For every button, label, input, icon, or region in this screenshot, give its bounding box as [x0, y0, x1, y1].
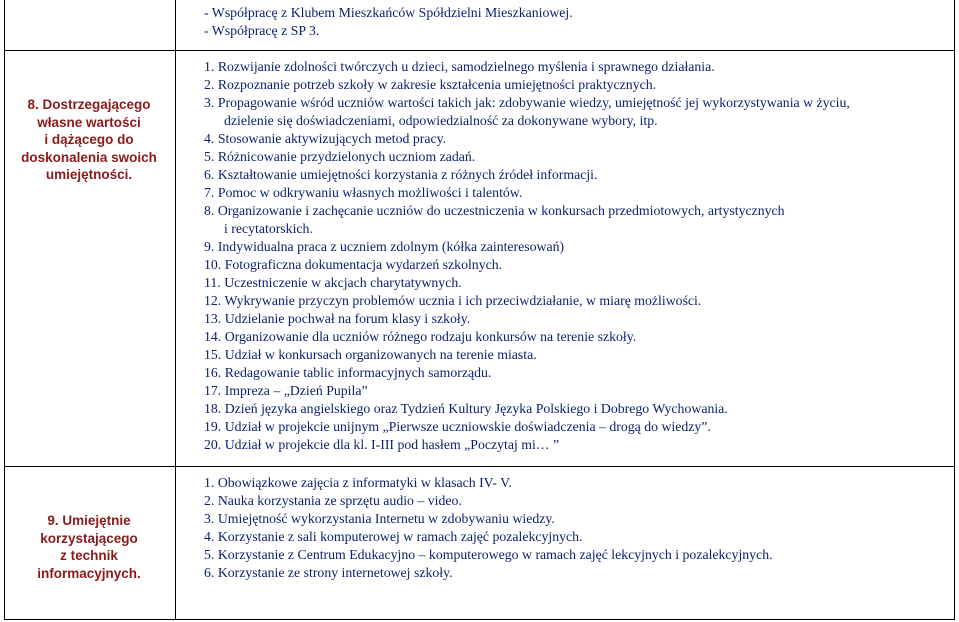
item-text: Organizowanie i zachęcanie uczniów do uczestniczenia w konkursach przedmiotowych, artystycznych	[217, 203, 785, 218]
list-item	[204, 202, 954, 220]
list-item	[204, 418, 954, 436]
item-number: 2.	[204, 493, 215, 508]
list-item	[204, 492, 954, 510]
heading-line: umiejętności.	[45, 167, 133, 182]
item-text: Uczestniczenie w akcjach charytatywnych.	[224, 275, 462, 290]
top-cell	[204, 4, 954, 40]
list-item	[204, 546, 954, 564]
list-item: - Współpracę z SP 3.	[204, 23, 320, 38]
item-number: 6.	[204, 167, 215, 182]
table-column-divider	[175, 0, 176, 620]
item-text: Korzystanie ze strony internetowej szkoły.	[217, 565, 453, 580]
item-text: Umiejętność wykorzystania Internetu w zdobywaniu wiedzy.	[217, 511, 555, 526]
item-text: Udział w projekcie dla kl. I-III pod hasłem „Poczytaj mi… ”	[224, 437, 560, 452]
item-number: 8.	[204, 203, 215, 218]
item-text: Udział w konkursach organizowanych na terenie miasta.	[224, 347, 537, 362]
item-number: 3.	[204, 511, 215, 526]
item-number: 15.	[204, 347, 222, 362]
item-number: 18.	[204, 401, 222, 416]
item-text: Stosowanie aktywizujących metod pracy.	[217, 131, 447, 146]
heading-line: własne wartości	[37, 114, 141, 130]
item-number: 1.	[204, 59, 215, 74]
heading-line: 8. Dostrzegającego	[27, 97, 151, 112]
list-item	[204, 184, 954, 202]
item-text: Dzień języka angielskiego oraz Tydzień Kultury Języka Polskiego i Dobrego Wychowania.	[224, 401, 728, 416]
content-table	[4, 0, 955, 620]
heading-line: korzystającego	[40, 530, 138, 546]
item-text: Różnicowanie przydzielonych uczniom zadań.	[217, 149, 476, 164]
list-item	[204, 166, 954, 184]
list-item	[204, 436, 954, 454]
item-text: Wykrywanie przyczyn problemów ucznia i ich przeciwdziałanie, w miarę możliwości.	[224, 293, 702, 308]
item-number: 2.	[204, 77, 215, 92]
heading-line: i dążącego do	[44, 132, 134, 147]
item-number: 19.	[204, 419, 222, 434]
section9-heading	[4, 512, 174, 582]
item-number: 3.	[204, 95, 215, 110]
list-item	[204, 364, 954, 382]
list-item	[204, 400, 954, 418]
list-item	[204, 148, 954, 166]
list-item	[204, 256, 954, 274]
item-text: Fotograficzna dokumentacja wydarzeń szkolnych.	[224, 257, 503, 272]
heading-line: informacyjnych.	[37, 565, 141, 581]
list-item	[204, 310, 954, 328]
list-item: - Współpracę z Klubem Mieszkańców Spółdzielni Mieszkaniowej.	[204, 5, 573, 20]
list-item	[204, 346, 954, 364]
item-number: 1.	[204, 475, 215, 490]
item-number: 11.	[204, 275, 221, 290]
item-number: 17.	[204, 383, 222, 398]
section8-list	[204, 58, 954, 454]
item-number: 20.	[204, 437, 222, 452]
table-border-right	[954, 0, 955, 620]
item-text: Udzielanie pochwał na forum klasy i szkoły.	[224, 311, 471, 326]
item-text: Udział w projekcie unijnym „Pierwsze uczniowskie doświadczenia – drogą do wiedzy”.	[224, 419, 711, 434]
item-number: 6.	[204, 565, 215, 580]
section9-list	[204, 474, 954, 582]
item-text: Nauka korzystania ze sprzętu audio – video.	[217, 493, 462, 508]
list-item	[204, 382, 954, 400]
item-text: Impreza – „Dzień Pupila”	[224, 383, 368, 398]
list-item	[204, 474, 954, 492]
item-text: Pomoc w odkrywaniu własnych możliwości i talentów.	[217, 185, 523, 200]
item-text: Korzystanie z Centrum Edukacyjno – komputerowego w ramach zajęć lekcyjnych i pozalekcyjnych.	[217, 547, 773, 562]
item-text: i recytatorskich.	[224, 221, 313, 236]
list-item	[204, 274, 954, 292]
row-divider-top	[4, 50, 955, 51]
table-border-bottom	[4, 619, 955, 620]
item-number: 12.	[204, 293, 222, 308]
item-text: Korzystanie z sali komputerowej w ramach zajęć pozalekcyjnych.	[217, 529, 583, 544]
list-item-continuation	[204, 220, 954, 238]
item-number: 14.	[204, 329, 222, 344]
item-text: dzielenie się doświadczeniami, odpowiedzialność za dokonywane wybory, itp.	[224, 113, 658, 128]
item-text: Rozpoznanie potrzeb szkoły w zakresie kształcenia umiejętności praktycznych.	[217, 77, 657, 92]
list-item	[204, 528, 954, 546]
heading-line: doskonalenia swoich	[21, 149, 157, 165]
item-number: 13.	[204, 311, 222, 326]
heading-line: 9. Umiejętnie	[47, 513, 131, 528]
item-text: Propagowanie wśród uczniów wartości takich jak: zdobywanie wiedzy, umiejętność jej wykorzystywania w życiu,	[217, 95, 850, 110]
list-item	[204, 76, 954, 94]
item-number: 10.	[204, 257, 222, 272]
item-text: Redagowanie tablic informacyjnych samorządu.	[224, 365, 492, 380]
item-number: 4.	[204, 529, 215, 544]
row-divider-middle	[4, 466, 955, 467]
list-item	[204, 58, 954, 76]
list-item-continuation	[204, 112, 954, 130]
item-text: Indywidualna praca z uczniem zdolnym (kółka zainteresowań)	[217, 239, 565, 254]
item-number: 7.	[204, 185, 215, 200]
item-number: 16.	[204, 365, 222, 380]
item-number: 5.	[204, 149, 215, 164]
list-item	[204, 564, 954, 582]
item-text: Rozwijanie zdolności twórczych u dzieci, samodzielnego myślenia i sprawnego działania.	[217, 59, 715, 74]
item-number: 4.	[204, 131, 215, 146]
list-item	[204, 130, 954, 148]
item-text: Organizowanie dla uczniów różnego rodzaju konkursów na terenie szkoły.	[224, 329, 637, 344]
list-item	[204, 94, 954, 112]
item-number: 5.	[204, 547, 215, 562]
heading-line: z technik	[60, 548, 118, 563]
list-item	[204, 328, 954, 346]
list-item	[204, 238, 954, 256]
item-number: 9.	[204, 239, 215, 254]
item-text: Obowiązkowe zajęcia z informatyki w klasach IV- V.	[217, 475, 512, 490]
list-item	[204, 510, 954, 528]
section8-heading	[4, 96, 174, 184]
list-item	[204, 292, 954, 310]
item-text: Kształtowanie umiejętności korzystania z różnych źródeł informacji.	[217, 167, 598, 182]
